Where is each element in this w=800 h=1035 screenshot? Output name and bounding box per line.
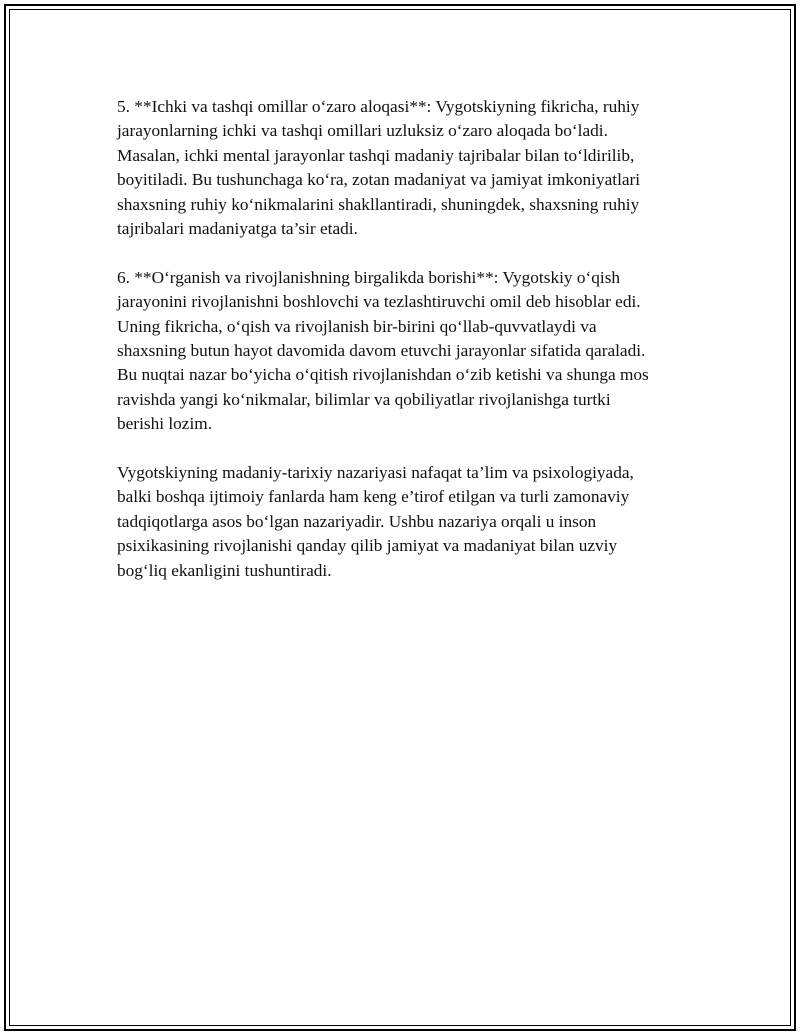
document-body [117, 95, 697, 607]
paragraph-ichki-tashqi-omillar: 5. **Ichki va tashqi omillar o‘zaro aloqasi**: Vygotskiyning fikricha, ruhiy jarayonlarning ichki va tashqi omillari uzluksiz o‘zaro aloqada bo‘ladi. Masalan, ichki mental jarayonlar tashqi madaniy tajribalar bilan to‘ldirilib, boyitiladi. Bu tushunchaga ko‘ra, zotan madaniyat va jamiyat imkoniyatlari shaxsning ruhiy ko‘nikmalarini shakllantiradi, shuningdek, shaxsning ruhiy tajribalari madaniyatga ta’sir etadi. [117, 97, 641, 239]
paragraph-organish-rivojlanish: 6. **O‘rganish va rivojlanishning birgalikda borishi**: Vygotskiy o‘qish jarayonini rivojlanishni boshlovchi va tezlashtiruvchi omil deb hisoblar edi. Uning fikricha, o‘qish va rivojlanish bir-birini qo‘llab-quvvatlaydi va shaxsning butun hayot davomida davom etuvchi jarayonlar sifatida qaraladi. Bu nuqtai nazar bo‘yicha o‘qitish rivojlanishdan o‘zib ketishi va shunga mos ravishda yangi ko‘nikmalar, bilimlar va qobiliyatlar rivojlanishga turtki berishi lozim. [117, 267, 649, 434]
paragraph-xulosa: Vygotskiyning madaniy-tarixiy nazariyasi nafaqat ta’lim va psixologiyada, balki boshqa ijtimoiy fanlarda ham keng e’tirof etilgan va turli zamonaviy tadqiqotlarga asos bo‘lgan nazariyadir. Ushbu nazariya orqali u inson psixikasining rivojlanishi qanday qilib jamiyat va madaniyat bilan uzviy bog‘liq ekanligini tushuntiradi. [117, 463, 634, 580]
